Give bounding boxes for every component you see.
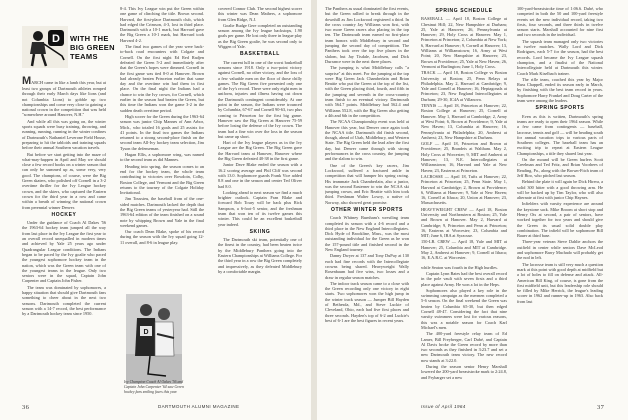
paragraph: The NCAA Championship event was held at Hanover this year, but Denver once again took the NCAA title. Dartmouth did finish second, though, ahead of Utah, Middlebury, and Western State. The Big Green held the lead after the first day, but Denver came through with strong performances in the cross country, the jumping and the slalom to win. <box>325 119 409 162</box>
intro-paragraph: ARCH came in like a lamb this year, but at least two groups of Dartmouth athletes romped through their early March days like lions (and not Columbia Lions) to gobble up two championships and come very close to gaining a national crown in the competition that was held "somewhere around Hanover, N.H." <box>22 80 106 118</box>
photo-caption: Ivy Champion Coach Al Oakes '56 and Captain John Carpenter '64 saw Green hockey fans smiling faces this year. <box>124 380 184 394</box>
paragraph: During the season senior Henry Marshall lowered the 200-yard breaststroke mark to 2:24.8, and Frybarger set a new <box>421 364 507 380</box>
left-column-3 <box>218 6 302 400</box>
schedule-150lb-crew: 150-LB. CREW — April 18, Yale and MIT at Hanover; 25, Columbia and MIT at Cambridge. May 2, Amherst at Hanover; 9, Cornell at Ithaca; 16, E.A.R.C. at Worcester. <box>421 239 507 261</box>
svg-text:D: D <box>143 329 149 336</box>
paragraph: Goalie Budge Gere completed an outstanding season among the Ivy league backstops, 1.90 goals per game. He lost only three in league play as the Big Green goalie, he was second only to Wiggen of Yale. <box>218 22 302 50</box>
paragraph: Coach Whitney Burnham's wrestling team completed its season with a 4-6 record and a third place in the New England Intercollegiates. Dick Hyde of Brookline, Mass., was the most outstanding individual for the Green as he won the 157-pound title and finished second in the New England tourney. <box>325 215 409 253</box>
schedule-track: TRACK — April 18, Boston College vs Boston University at Boston; 25, Penn Relays at Philadelphia. May 2, Harvard at Cambridge; 9, Yale and Cornell at Hanover; 16, Heptagonals at Princeton; 23, New England Intercollegiates at Durham; 29-30, IC4A at Villanova. <box>421 70 507 102</box>
paragraph: The squash team managed only two victories in twelve matches. Wally Lord and Dick Rodrigues, each 5-7 for the season, had the best records. Lord became the Ivy League squash champion, and a finalist of the National Intercollegiate held at Dartmouth this winter. Coach Mark Kiselbach trainer. <box>517 38 603 76</box>
left-column-1 <box>22 76 106 400</box>
title-line-2: BIG GREEN TEAMS <box>70 43 115 61</box>
drop-cap: M <box>22 76 32 87</box>
paragraph: One of the Green's key racers, Jim Lockwood, suffered a fractured ankle in competition that will hamper his spring racing. His teammate Jack Chamberlain, also a junior, was the second Easterner to win the NCAA ski jumping crown, and Eric Beattie with him took third. Freshman Walter Lowry, a native of Norway, also showed great promise. <box>325 162 409 205</box>
paragraph: On the mound will be Green hurlers Scott Creelman and Ted Fritz, and Brian Voorhees of Reading, Pa., along with the Brown-Fitch team of Jeff Biro, who pitched last season. <box>517 157 603 178</box>
paragraph: The 400-yard freestyle relay team of Ed Lamer, Bill Freyberger, Carl Dubé, and Captain Al Davis broke the Green record by more than two seconds as they finished in 3:23.7 and set a new Dartmouth team victory. The new record now stands at 3:22.0. <box>421 331 507 363</box>
schedule-tennis: TENNIS — April 18, Princeton at Hanover; 22, Boston College at Hanover; 25, Cornell at Hanover. May 1, Harvard at Cambridge; 2, Army at West Point; 6, Brown at Providence; 9, Yale at New Haven; 13, Columbia at Hanover; 16, Pennsylvania at Philadelphia; 20, Amherst at Amherst; 23, New Hampshire at Durham. <box>421 103 507 140</box>
paragraph: Behind the plate it will again be Dick Hirera, a solid 300 hitter with a good throwing arm. He will be backed up by Tim Taylor, who will also alternate at first with junior Chip Haynes. <box>517 179 603 201</box>
paragraph: Hart of the Ivy league players as in the Ivy League are the Big Green. The Big Green gave the Harvard team at Hanover, Hanover where the Big Green defeated 40-38 in the first game. <box>218 140 302 162</box>
left-footer <box>22 404 29 411</box>
paragraph: The jumping is what Middlebury calls "a surprise" at this meet. For the jumping at the top were Big Green Jack Chamberlain and Brian Beattie who put the Green at the top of the list, with the Green placing third, fourth, and fifth in the jumping and seventh in the cross-country team finish to an eventual victory. Dartmouth with 564.7 points. Middlebury had 562.4 and Williams 552.8, with the Big Green also getting a 4th and 6th in the competition. <box>325 65 409 118</box>
paragraph: Three-year veteran Steve Dahlie anchors the outfield in center while seniors Dave McLeod and sophomore Barry Machado will probably get the nod in left. <box>517 239 603 261</box>
paragraph: High scorer for the Green during the 1963-64 season was junior Chip Mannes of Ann Arbor, Mich., who totaled 16 goals and 25 assists for 41 points. In the final two games the Indians returned to a strong second-place finish on the second team All-Ivy hockey team selection, Jim Tyson the defenseman. <box>120 113 204 151</box>
hockey-player-icon <box>22 26 68 68</box>
paragraph: Danny Dwyer at 137 and Tony DuPuy at 130 each had fine records with the Intercollegiate crowns being shared. Heavyweight Wally Rosenbaum had five wins, two losses and a draw in regular season matches. <box>325 253 409 280</box>
paragraph: Captain Lynn Bates had the best overall record in the pole vault with seven firsts and a third place against Army. He won a lot in the Heps. <box>421 270 507 287</box>
paragraph: Hagan Ellis, a sophomore wing, was named to the second team as did Mannes. <box>120 152 204 163</box>
paragraph: Infielders with varsity experience are around the keystone sack. Mike Broom at short stop and Henry Ots at second, a pair of seniors, have worked together for two years and should give the Green its usual solid double play combination. The infield will be sophomore Bill Bauer at third base. <box>517 201 603 239</box>
right-column-3 <box>517 6 603 400</box>
paragraph: The Panthers as usual dominated the first events, but the Green rallied to break through in the downhill as Jim Lockwood registered a third. In the cross country Jay Williams won first, with two more Green racers also placing in the top ten. The Dartmouth team earned no first-place team honors with Middlebury in second and jumping the second day of competition. The Panthers took over the top five places in the slalom, but Jay Tisdale, Jacobsen, and Dick Durrance were in the next three places. <box>325 6 409 64</box>
paragraph: Junior Dave Blake ended the season with a 16.2 scoring average and Phil Cliff was second with 13.0. Sophomore guards Frank Vice added 8.8 and one in the season and center Ted Oliver had 8.0. <box>218 162 302 189</box>
paragraph: Sophomores also played a key role in the swimming campaign as the mermen completed a 5-6 season. On the final weekend the Green was beaten by Columbia 65-30, but then edged Cornell 48-47. Considering the fact that nine varsity swimmers were lost for various reasons, this was a notable season for Coach Karl Michael's men. <box>421 287 507 330</box>
schedule-golf: GOLF — April 18, Princeton and Brown at Providence; 25, Brandeis at Waltham. May 2, Holy Cross at Worcester; 9, MIT and Amherst at Hanover; 13, N.E. Intercollegiates at Williamstown; 16, Harvard and Yale at New Haven; 23, Easterns at Princeton. <box>421 141 507 173</box>
svg-text:D: D <box>52 33 60 45</box>
schedule-baseball: BASEBALL — April 18, Boston College at Chestnut Hill; 22, New Hampshire at Durham; 25, Yale at Hanover; 26, Pennsylvania at Hanover; 29, Holy Cross at Hanover. May 1, Princeton at Princeton; 2, Columbia at New York; 6, Harvard at Hanover; 9, Cornell at Hanover; 13, Williams at Williamstown; 16, Army at West Point; 20, New Hampshire at Hanover; 23, Brown at Providence; 25, Yale at New Haven; 26, Vermont at Burlington; June 1, Holy Cross. <box>421 16 507 69</box>
paragraph: The indoor track season came to a close with the Green recording only one victory in eight starts. Two sophomores won the high jump in the winter track season — Jumper Bill Hayden of Bethesda, Md., and Steve Luckie of Cleveland, Ohio, each had five first places and three seconds. Hayden's top of 6-2 and Luckie's best of 6-1 are the best figures in recent years. <box>325 280 409 323</box>
paragraph: while Seaton was fourth in the High hurdles. <box>421 264 498 270</box>
schedule-heavyweight-crew: HEAVYWEIGHT CREW — April 18, Boston University and Northeastern at Boston; 25, Yale and Brown at Hanover. May 2, Harvard at Cambridge; 9, Princeton and Penn at Princeton; 16, Easterns at Worcester; 23, Columbia and MIT; June 6, IRA at Syracuse. <box>421 206 507 239</box>
skiing-heading: SKIING <box>249 228 271 235</box>
section-banner <box>22 26 132 70</box>
spring-sports-heading: SPRING SPORTS <box>535 105 585 112</box>
paragraph: But before we start getting into the maze of what-may-happen in April and May we should close a few record books on a winter season that can only be summed up as, some very, very good. The champions, of course, were the Big Green skaters, who polished off Cornell in a 3-2 overtime thriller for the Ivy League hockey crown, and the skiers, who captured the Eastern crown for the third year in a row and came within a breath of winning the national crown from perennial winner Denver. <box>22 151 106 210</box>
right-page <box>317 0 628 420</box>
page-number: 36 <box>22 404 30 411</box>
paragraph: Looking ahead to next season we find a much brighter outlook. Captain Fran Blake and forward Bob Toury will be back plus Rick Sampson, a 6-foot-5 senior, and the freshman team that won ten of its twelve games this winter. This could be an excellent basketball year indeed. <box>218 189 302 227</box>
title-line-1: WITH THE <box>70 34 109 43</box>
paragraph: The current lull in one of the worst basketball seasons since 1918. Only a two-point victory against Cornell, no other victory, and the loss of a few valuable men on the floor of those chilly games. The Big Green five presented only one of the Ivy's record. There were only eight men in uniform, injuries and illness having cut down the Dartmouth contingent considerably. At one point in the season, the Indians were trounced by Columbia, 67-67 and Cornell 90-63, two plus coming to Princeton for the first big game. Hanover saw the Big Green at Hanover 75-59 before losing the defense of the Ivy crown. The team had a fine win over the loss in the season but came up short. <box>218 59 302 139</box>
right-column-2 <box>421 6 507 400</box>
paragraph: The final two games of the year were back-to-back road encounters with Colgate and Cornell. On the first night Ed Red Radjen defeated the Green 5-2 and immediately after that the Green's hopes were dimmed. Cornell in the first game was tied 8-0 at Hanover. Brown had already beaten Princeton earlier that same day and the overtime win had them in first place. On the final night the Indians had a chance to win the Ivy crown, for Cornell, which earlier in the season had beaten the Green, but this time the Indians won the game 3-2 in the sudden death overtime period. <box>120 44 204 113</box>
paragraph: Heading into spring, the season comes to an end for the hockey team, the whole team contributing to victories over Bowdoin, Colby, Boston College, and Vermont and the Big Green returns to the tourney of the Colgate Holiday Invitational. <box>120 163 204 196</box>
page-number: 37 <box>597 404 605 411</box>
paragraph: And while all this was going on, the winter sports squads were busy training, throwing, and running, running, running in the winter confines of Dartmouth's Nathaniel Leverone Field House, preparing to hit the tabloids and training squads before their annual Southern vacation travels. <box>22 118 106 151</box>
paragraph: 100-yard-breaststroke time of 1:06.6. Dubé, who competed in both the 50 and 100-yard freestyle events set the new individual record, taking two firsts, four seconds, and three thirds in twelve season starts. Marshall accounted for nine first and two seconds in the individual. <box>517 6 603 38</box>
paragraph: The rifle team, coached this year by Major Russ Chappell, ended its season early in March, by finishing with the best team record in years. Sophomore Harry Frankel and Doug Carter of the team were among the leaders. <box>517 76 603 104</box>
basketball-heading: BASKETBALL <box>240 51 280 58</box>
paragraph: Under the guidance of Coach Al Dakes '56 the 1963-64 hockey team jumped all the way from last place in the Ivy League the first year to an overall record unequalled in modern times and achieved by Yale 25 years ago under Quadrangular League conditions. The Indians began to be paced by the Ivy goalie who paced the youngest sophomore hockey team in the nation, which was the Green team with one of the youngest teams in the league. Only two seniors were in the squad, Captain John Carpenter and Captain John Fisher. <box>22 220 106 284</box>
paragraph: The Dartmouth ski team, potentially one of the finest in the country, had been beaten twice by the Middlebury Panthers going into the Eastern Championships at Williams College. For the third year in a row the Big Green completely and impressively, as they defeated Middlebury by a comfortable margin. <box>218 237 302 274</box>
left-page <box>0 0 311 420</box>
paragraph: Even as this is written, Dartmouth's spring teams are ready to open their 1964 season. While a few came from contingents — baseball, lacrosse, tennis and golf — will be heading south for annual vacation trips to various parts of Southern colleges. The baseball team has an exciting trip to repeat at Eastern League Championships, a title they shared last year. <box>517 113 603 156</box>
spring-schedule-heading: SPRING SCHEDULE <box>435 8 493 14</box>
paragraph: 8-4. This Ivy League win put the Green within one game of clinching the title. Brown second. Harvard, the first-place Dartmouth club, which had edged the Crimson, 4-3, lost in third place. Dartmouth with a 10-1 mark, but Harvard gave the Big Green a 10-1 mark, but Harvard took Harvard 4-2. <box>120 6 204 43</box>
other-winter-sports-heading: OTHER WINTER SPORTS <box>331 206 403 213</box>
paragraph: covered Connor Club. The second highest scorer this winter was Dean Mathers, a sophomore from Glen Ridge, N.J. <box>218 6 302 22</box>
paragraph: Our coach Dean Blake, spoke of his record during the season with the Ivy squad going 12-11 overall, and 8-6 in league play. <box>120 229 204 245</box>
schedule-lacrosse: LACROSSE — April 18, Tufts at Hanover; 22, Princeton at Princeton; 25, Penn State. May 1, Harvard at Cambridge; 2, Brown at Providence; 6, Williams at Hanover; 9, Yale at New Haven; 16, Cornell at Ithaca; 20, Union at Hanover; 23, Massachusetts. <box>421 173 507 206</box>
right-footer <box>597 404 604 411</box>
paragraph: The lacrosse team is still very much a question mark at this point with good depth at midfield but a lot of holes to fill on defense and attack. All-American Bill King, of course, is gone from the first midfield unit, but this leadership role should be filled by Mike Herrick, the league's leading scorer in 1962 and runner-up in 1963. Also back from last <box>517 261 603 304</box>
issue-date: Issue of April 1964 <box>421 404 466 409</box>
right-column-1 <box>325 6 409 400</box>
hockey-photo <box>126 294 182 384</box>
left-column-2 <box>120 6 204 290</box>
hockey-heading: HOCKEY <box>51 211 77 218</box>
magazine-name: DARTMOUTH ALUMNI MAGAZINE <box>158 404 240 409</box>
paragraph: The team was dominated by sophomores, a happy situation that should give Dartmouth fans something to cheer about in the next two seasons. Dartmouth completed the current season with a 14-7 record, the best performance by a Dartmouth hockey team since 1950. <box>22 284 106 317</box>
paragraph: Jim Toussieu, the baseball from of the one-sided matches. Dartmouth lacked the depth that the Big Green teams of yesteryear had. Still the 1963-64 edition of the team finished on a sound note by whipping Brown and Yale in the final weekend games. <box>120 196 204 228</box>
